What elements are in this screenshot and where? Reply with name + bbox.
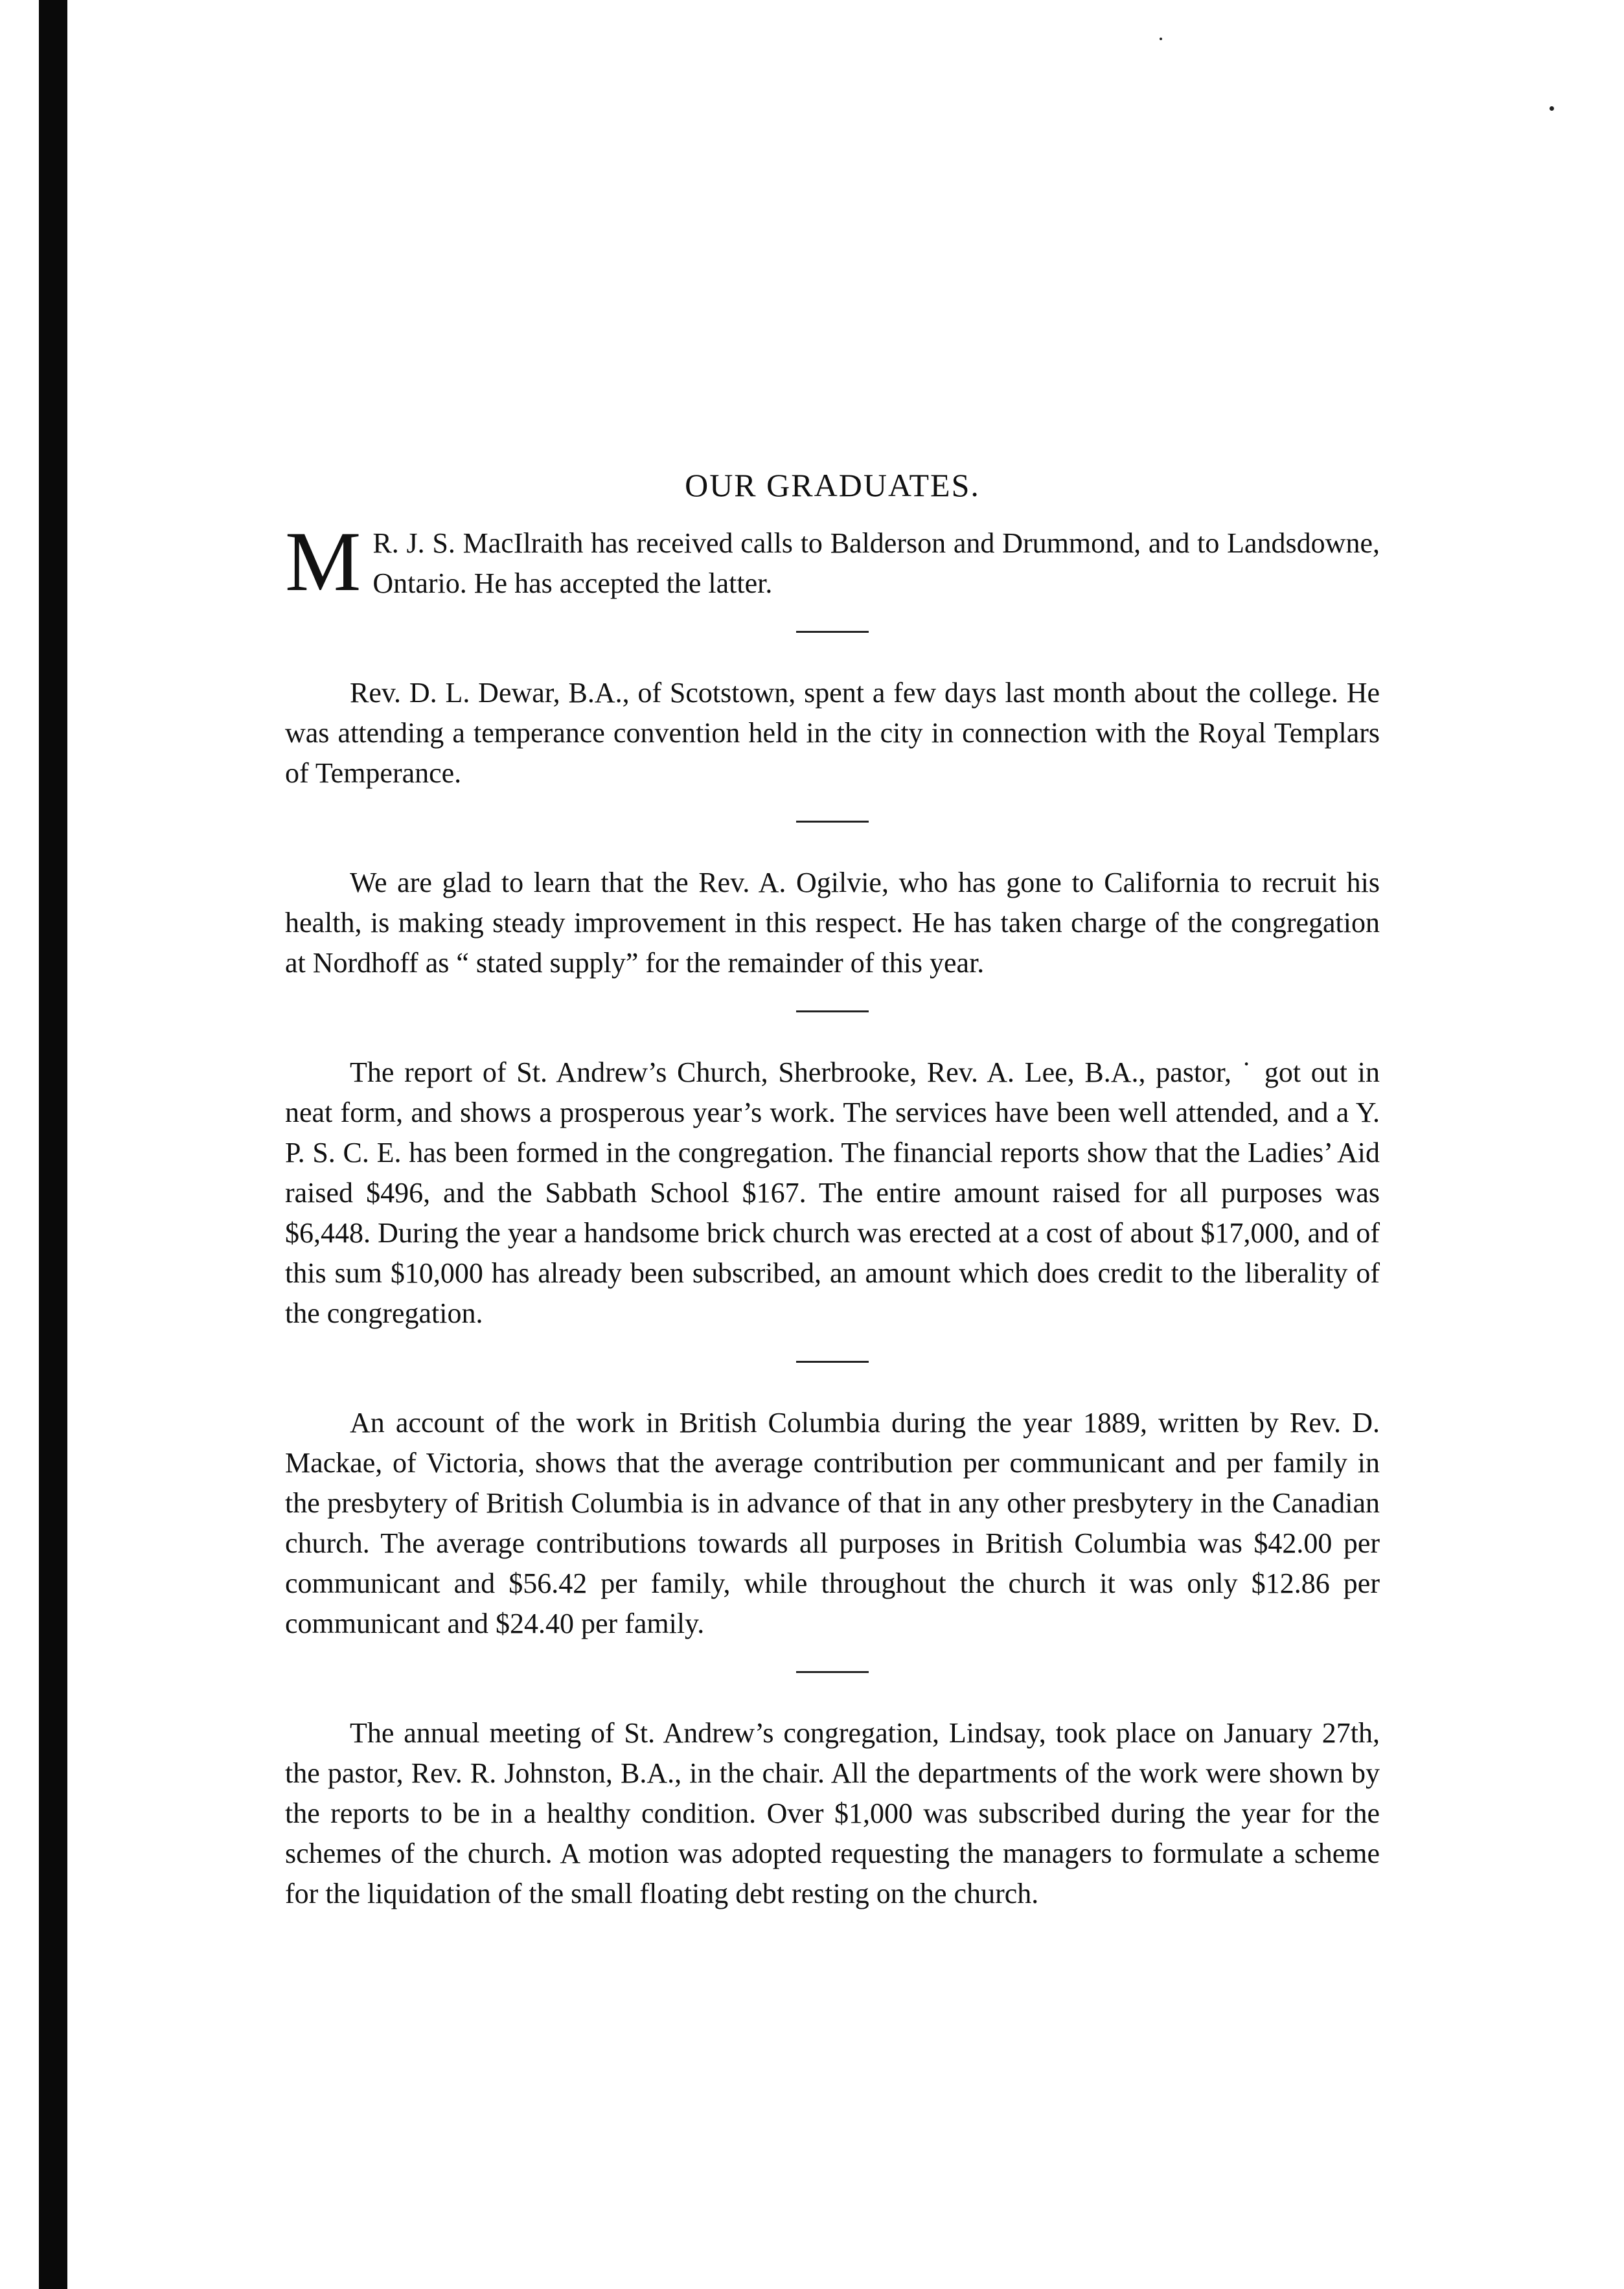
ink-speck bbox=[1550, 106, 1554, 111]
article bbox=[285, 466, 1380, 1914]
paragraph-text: R. J. S. MacIlraith has received calls to Balderson and Drummond, and to Landsdowne, Ontario. He has accepted the latter. bbox=[372, 527, 1380, 599]
page-binding-edge bbox=[39, 0, 67, 2289]
paragraph-british-columbia: An account of the work in British Columbia during the year 1889, written by Rev. D. Mackae, of Victoria, shows that the average contribution per communicant and per family in the presbytery of British Columbia is in advance of that in any other presbytery in the Canadian church. The average contributions towards all purposes in British Columbia was $42.00 per communicant and $56.42 per family, while throughout the church it was only $12.86 per communicant and $24.40 per family. bbox=[285, 1407, 1380, 1639]
section-divider bbox=[796, 1010, 869, 1012]
section-divider bbox=[796, 1671, 869, 1673]
ink-speck bbox=[1160, 38, 1162, 40]
paragraph-sherbrooke: The report of St. Andrew’s Church, Sherbrooke, Rev. A. Lee, B.A., pastor, ˙ got out in neat form, and shows a prosperous year’s work. The services have been well attended, and a Y. P. S. C. E. has been formed in the congregation. The financial reports show that the Ladies’ Aid raised $496, and the Sabbath School $167. The entire amount raised for all purposes was $6,448. During the year a handsome brick church was erected at a cost of about $17,000, and of this sum $10,000 has already been subscribed, an amount which does credit to the liberality of the congregation. bbox=[285, 1056, 1380, 1329]
section-divider bbox=[796, 821, 869, 823]
paragraph-maclraith bbox=[285, 514, 1380, 609]
drop-cap: M bbox=[285, 514, 361, 609]
section-divider bbox=[796, 1361, 869, 1363]
article-title: OUR GRADUATES. bbox=[685, 467, 980, 503]
section-divider bbox=[796, 631, 869, 633]
paragraph-ogilvie: We are glad to learn that the Rev. A. Ogilvie, who has gone to California to recruit his health, is making steady improvement in this respect. He has taken charge of the congregation at Nordhoff as “ stated supply” for the remainder of this year. bbox=[285, 867, 1380, 979]
paragraph-dewar: Rev. D. L. Dewar, B.A., of Scotstown, spent a few days last month about the college. He was attending a temperance convention held in the city in connection with the Royal Templars of Temperance. bbox=[285, 677, 1380, 789]
paragraph-lindsay: The annual meeting of St. Andrew’s congregation, Lindsay, took place on January 27th, the pastor, Rev. R. Johnston, B.A., in the chair. All the departments of the work were shown by the reports to be in a healthy condition. Over $1,000 was subscribed during the year for the schemes of the church. A motion was adopted requesting the managers to formulate a scheme for the liquidation of the small floating debt resting on the church. bbox=[285, 1717, 1380, 1909]
